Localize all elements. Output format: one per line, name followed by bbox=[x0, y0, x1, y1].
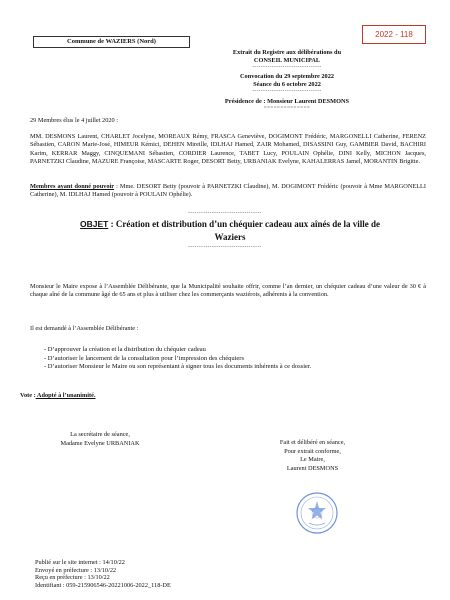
presidence: Présidence de : Monsieur Laurent DESMONS bbox=[224, 98, 350, 105]
objet-title-line-2: Waziers bbox=[214, 232, 246, 242]
footer-received: Reçu en préfecture : 13/10/22 bbox=[35, 574, 110, 582]
list-item: - D’autoriser le lancement de la consultation pour l’impression des chéquiers bbox=[44, 354, 244, 362]
vote-line bbox=[20, 392, 220, 400]
objet-label: OBJET bbox=[80, 219, 109, 229]
separator-2: -------------------------------- bbox=[252, 89, 322, 94]
pouvoir-label: Membres ayant donné pouvoir bbox=[30, 183, 115, 190]
separator-1: -------------------------------- bbox=[252, 65, 322, 70]
list-item: - D’autoriser Monsieur le Maire ou son représentant à signer tous les documents inhérents à ce dossier. bbox=[44, 363, 312, 371]
vote-label: Vote : bbox=[20, 392, 36, 399]
demande-line: Il est demandé à l’Assemblée Délibérante : bbox=[30, 325, 139, 332]
decision-list bbox=[44, 346, 434, 372]
footer-identifier: Identifiant : 059-215906546-20221006-2022_118-DE bbox=[35, 581, 171, 589]
objet-title-line-1: : Création et distribution d’un chéquier cadeau aux aînés de la ville de bbox=[108, 219, 380, 229]
objet-title bbox=[30, 219, 430, 230]
members-present-list: MM. DESMONS Laurent, CHARLET Jocelyne, MOREAUX Rémy, FRASCA Geneviève, DOGIMONT Frédéric, MARGONELLI Catherine, FERENZ Sébastien, CARON Marie-José, HIMEUR Kémici, DEHEN Mireille, IDLHAJ Hamed, ZAIR Mohamed, DISASSINI Guy, GAMBIER David, BACHIRI Karim, KERRAR Maggy, CINQUEMANI Sébastien, CORDIER Laurence, TABET Lucy, POULAIN Ophélie, DINI Kelly, MICHON Jacques, PARNETZKI Claudine, MAZURE Françoise, MASCARTE Roger, DESORT Betty, URBANIAK Evelyne, KAHALERRAS Jamel, MORANTIN Brigitte. bbox=[30, 133, 426, 166]
footer-sent: Envoyé en préfecture : 13/10/22 bbox=[35, 566, 117, 574]
members-intro: 29 Membres élus le 4 juillet 2020 : bbox=[30, 117, 118, 124]
objet-separator-top: ---------------------------------- bbox=[188, 211, 262, 216]
objet-separator-bottom: ---------------------------------- bbox=[188, 245, 262, 250]
secretary-line-2: Madame Evelyne URBANIAK bbox=[60, 439, 140, 447]
reference-number-box: 2022 - 118 bbox=[362, 25, 426, 44]
mayor-line-4: Laurent DESMONS bbox=[286, 464, 339, 472]
commune-label: Commune de WAZIERS (Nord) bbox=[33, 36, 190, 48]
convocation-date: Convocation du 29 septembre 2022 bbox=[240, 73, 334, 80]
vote-result: Adopté à l’unanimité. bbox=[35, 392, 96, 399]
mayor-line-2: Pour extrait conforme, bbox=[284, 447, 341, 455]
extrait-line-2: CONSEIL MUNICIPAL bbox=[253, 57, 321, 64]
mayor-signature bbox=[250, 439, 375, 473]
pouvoir-text: : Mme. DESORT Betty (pouvoir à PARNETZKI Claudine), M. DOGIMONT Frédéric (pouvoir à Mme MARGONELLI Catherine), M. IDLHAJ Hamed (pouvoir à POULAIN Ophélie). bbox=[30, 183, 426, 199]
list-item: - D’approuver la création et la distribution du chéquier cadeau bbox=[44, 346, 206, 353]
official-seal-icon bbox=[295, 491, 339, 535]
secretary-line-1: La secrétaire de séance, bbox=[70, 431, 130, 438]
separator-3: ============== bbox=[263, 106, 311, 111]
extrait-line-1: Extrait du Registre aux délibérations du bbox=[232, 49, 342, 56]
mayor-line-3: Le Maire, bbox=[300, 456, 325, 464]
mayor-line-1: Fait et délibéré en séance, bbox=[279, 439, 346, 446]
footer-published: Publié sur le site internet : 14/10/22 bbox=[35, 559, 125, 566]
secretary-signature bbox=[30, 431, 170, 448]
publication-footer bbox=[35, 559, 171, 589]
seance-date: Séance du 6 octobre 2022 bbox=[253, 81, 321, 88]
members-pouvoir bbox=[30, 183, 426, 200]
expose-paragraph: Monsieur le Maire expose à l’Assemblée Délibérante, que la Municipalité souhaite offrir, comme l’an dernier, un chéquier cadeau d’une valeur de 30 € à chaque aîné de la commune âgé de 65 ans et plus à utiliser chez les commerçants waziérois, adhérents à la convention. bbox=[30, 283, 426, 299]
